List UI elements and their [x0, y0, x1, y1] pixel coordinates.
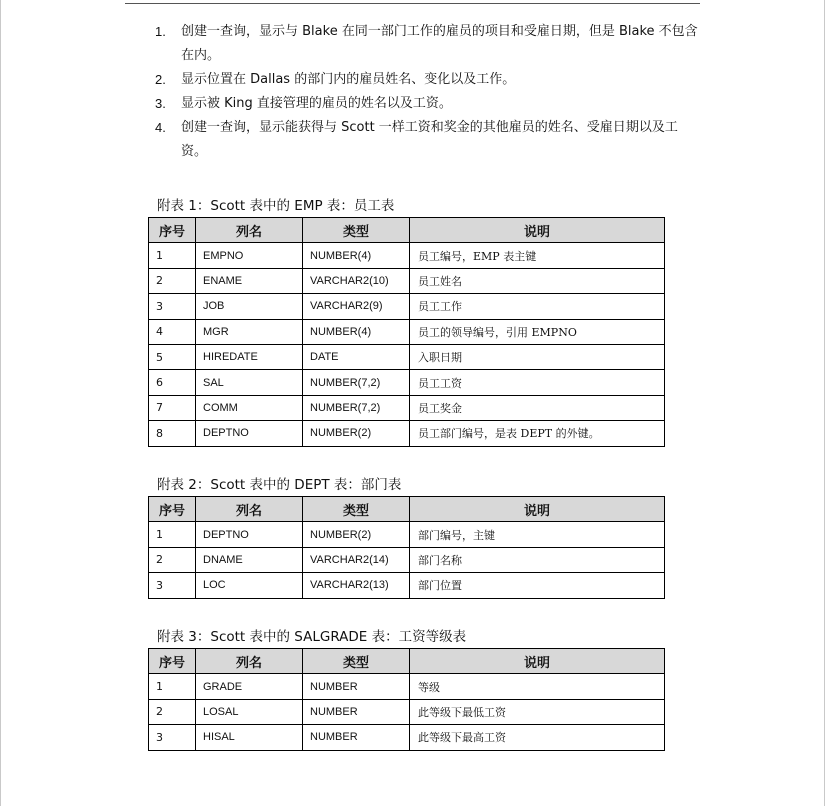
question-list	[155, 20, 700, 164]
cell-index: 7	[149, 395, 196, 420]
cell-type: NUMBER(4)	[303, 319, 410, 344]
table-caption-emp: 附表 1：Scott 表中的 EMP 表：员工表	[157, 198, 395, 214]
cell-column-name: COMM	[196, 395, 303, 420]
table-row	[149, 243, 665, 268]
table-caption-dept: 附表 2：Scott 表中的 DEPT 表：部门表	[157, 477, 402, 493]
cell-column-name: DNAME	[196, 547, 303, 572]
cell-type: NUMBER	[303, 699, 410, 724]
cell-column-name: DEPTNO	[196, 522, 303, 547]
cell-description: 员工奖金	[410, 395, 665, 420]
cell-type: NUMBER(2)	[303, 522, 410, 547]
cell-description: 员工部门编号，是表 DEPT 的外键。	[410, 421, 665, 446]
cell-description: 部门编号，主键	[410, 522, 665, 547]
cell-description: 员工工作	[410, 294, 665, 319]
question-text: 创建一查询，显示与 Blake 在同一部门工作的雇员的项目和受雇日期，但是 Blake 不包含在内。	[181, 24, 698, 63]
question-item	[155, 116, 700, 164]
table-row	[149, 344, 665, 369]
question-text: 创建一查询，显示能获得与 Scott 一样工资和奖金的其他雇员的姓名、受雇日期以及工资。	[181, 120, 678, 159]
table-row	[149, 573, 665, 598]
table-row	[149, 725, 665, 750]
cell-index: 1	[149, 674, 196, 699]
cell-column-name: LOSAL	[196, 699, 303, 724]
question-text: 显示位置在 Dallas 的部门内的雇员姓名、变化以及工作。	[181, 72, 516, 87]
question-item	[155, 92, 700, 116]
cell-description: 等级	[410, 674, 665, 699]
table-row	[149, 319, 665, 344]
table-row	[149, 674, 665, 699]
cell-description: 员工姓名	[410, 268, 665, 293]
cell-type: VARCHAR2(14)	[303, 547, 410, 572]
cell-column-name: ENAME	[196, 268, 303, 293]
header-type: 类型	[303, 218, 410, 243]
cell-column-name: DEPTNO	[196, 421, 303, 446]
header-column-name: 列名	[196, 497, 303, 522]
table-header-row	[149, 218, 665, 243]
cell-type: NUMBER(7,2)	[303, 395, 410, 420]
table-header-row	[149, 649, 665, 674]
cell-index: 1	[149, 243, 196, 268]
cell-index: 2	[149, 547, 196, 572]
header-column-name: 列名	[196, 218, 303, 243]
cell-type: NUMBER(7,2)	[303, 370, 410, 395]
question-number: 2.	[155, 72, 166, 87]
cell-description: 员工工资	[410, 370, 665, 395]
cell-index: 3	[149, 725, 196, 750]
cell-type: NUMBER(4)	[303, 243, 410, 268]
question-item	[155, 68, 700, 92]
dept-table	[148, 496, 665, 599]
header-column-name: 列名	[196, 649, 303, 674]
header-type: 类型	[303, 649, 410, 674]
cell-description: 入职日期	[410, 344, 665, 369]
cell-index: 2	[149, 699, 196, 724]
cell-column-name: HISAL	[196, 725, 303, 750]
table-row	[149, 421, 665, 446]
cell-column-name: SAL	[196, 370, 303, 395]
cell-type: NUMBER	[303, 674, 410, 699]
table-row	[149, 547, 665, 572]
table-row	[149, 294, 665, 319]
cell-index: 3	[149, 573, 196, 598]
table-row	[149, 268, 665, 293]
cell-column-name: HIREDATE	[196, 344, 303, 369]
header-index: 序号	[149, 649, 196, 674]
cell-type: DATE	[303, 344, 410, 369]
cell-index: 3	[149, 294, 196, 319]
cell-index: 8	[149, 421, 196, 446]
salgrade-table	[148, 648, 665, 751]
table-caption-salgrade: 附表 3：Scott 表中的 SALGRADE 表：工资等级表	[157, 629, 467, 645]
header-index: 序号	[149, 218, 196, 243]
table-row	[149, 395, 665, 420]
cell-column-name: JOB	[196, 294, 303, 319]
question-item	[155, 20, 700, 68]
emp-table	[148, 217, 665, 447]
cell-index: 2	[149, 268, 196, 293]
cell-type: VARCHAR2(9)	[303, 294, 410, 319]
question-number: 3.	[155, 96, 166, 111]
cell-description: 此等级下最高工资	[410, 725, 665, 750]
cell-description: 员工编号，EMP 表主键	[410, 243, 665, 268]
header-index: 序号	[149, 497, 196, 522]
cell-column-name: GRADE	[196, 674, 303, 699]
question-number: 4.	[155, 120, 166, 135]
cell-description: 部门位置	[410, 573, 665, 598]
question-number: 1.	[155, 24, 166, 39]
page-edge-left	[0, 0, 1, 806]
table-header-row	[149, 497, 665, 522]
header-description: 说明	[410, 649, 665, 674]
cell-type: VARCHAR2(10)	[303, 268, 410, 293]
table-row	[149, 370, 665, 395]
header-rule	[125, 3, 700, 4]
cell-column-name: EMPNO	[196, 243, 303, 268]
cell-description: 此等级下最低工资	[410, 699, 665, 724]
cell-column-name: LOC	[196, 573, 303, 598]
cell-type: NUMBER(2)	[303, 421, 410, 446]
cell-column-name: MGR	[196, 319, 303, 344]
header-description: 说明	[410, 218, 665, 243]
cell-type: VARCHAR2(13)	[303, 573, 410, 598]
cell-description: 员工的领导编号，引用 EMPNO	[410, 319, 665, 344]
header-description: 说明	[410, 497, 665, 522]
cell-type: NUMBER	[303, 725, 410, 750]
cell-index: 4	[149, 319, 196, 344]
question-text: 显示被 King 直接管理的雇员的姓名以及工资。	[181, 96, 452, 111]
cell-index: 1	[149, 522, 196, 547]
table-row	[149, 699, 665, 724]
cell-index: 6	[149, 370, 196, 395]
table-row	[149, 522, 665, 547]
cell-index: 5	[149, 344, 196, 369]
header-type: 类型	[303, 497, 410, 522]
cell-description: 部门名称	[410, 547, 665, 572]
